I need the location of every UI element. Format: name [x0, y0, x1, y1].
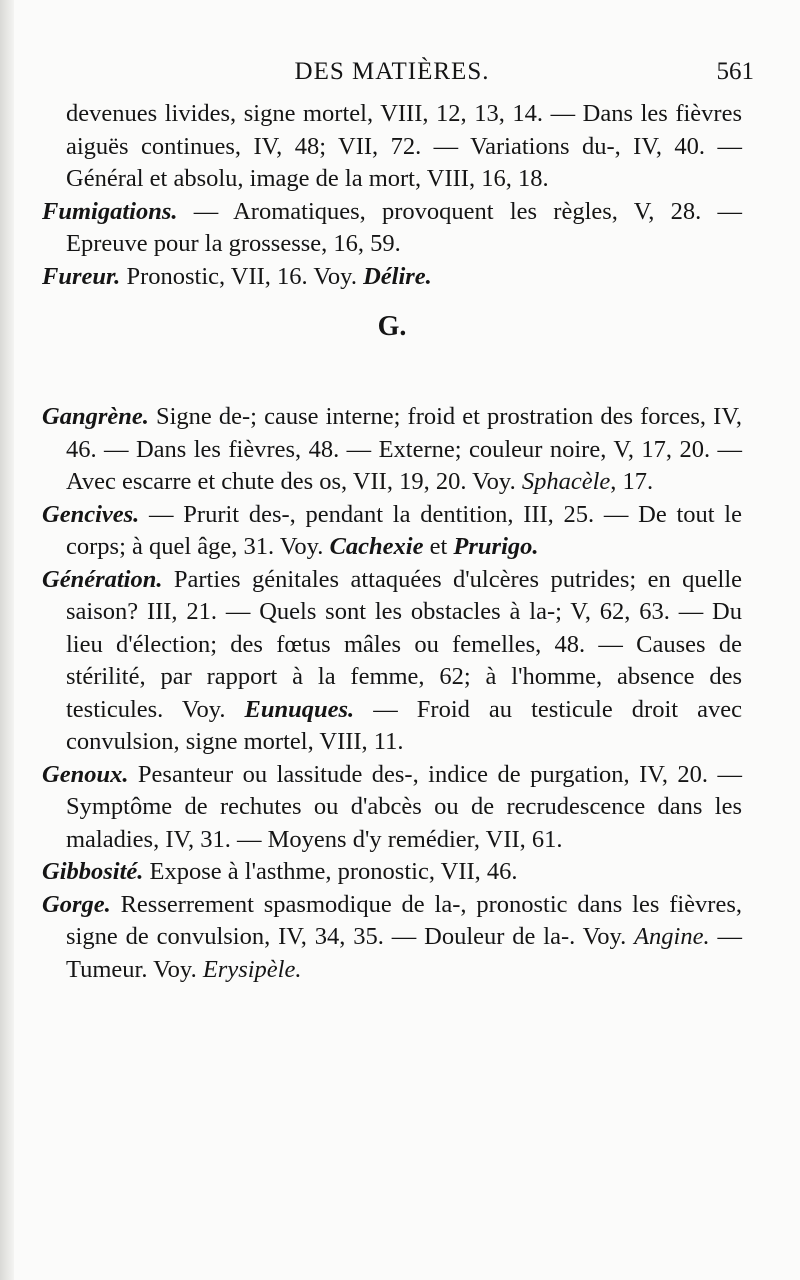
entry-text: Expose à l'asthme, pronostic, VII, 46.: [143, 858, 518, 885]
section-letter: G.: [377, 311, 407, 342]
continued-entry: [42, 98, 742, 196]
entry-text: — Prurit des-, pendant la dentition, III, 25. — De tout le corps; à quel âge, 31. Voy.: [66, 500, 742, 560]
entry-text: — Aromatiques, provoquent les règles, V, 28. — Epreuve pour la grossesse, 16, 59.: [66, 197, 742, 257]
entry-gorge: [42, 889, 742, 987]
entry-gangrene: [42, 401, 742, 499]
entry-gibbosite: [42, 856, 742, 889]
entry-head: Genoux.: [42, 760, 129, 788]
continued-entry-text: devenues livides, signe mortel, VIII, 12, 13, 14. — Dans les fièvres aiguës continues, IV, 48; VII, 72. — Variations du-, IV, 40. — Général et absolu, image de la mort, VIII, 16, 18.: [66, 100, 742, 192]
cross-reference: Cachexie: [329, 533, 424, 560]
entry-gencives: [42, 499, 742, 564]
entry-generation: [42, 564, 742, 759]
entry-head: Gorge.: [42, 890, 111, 918]
cross-reference: Angine.: [634, 923, 710, 950]
entry-head: Génération.: [42, 565, 163, 593]
entry-head: Gibbosité.: [42, 858, 144, 885]
cross-reference: Erysipèle.: [202, 955, 302, 983]
entry-text: Resserrement spasmodique de la-, pronostic dans les fièvres, signe de convulsion, IV, 34, 35. — Douleur de la-. Voy.: [66, 890, 742, 950]
entry-text: Signe de-; cause interne; froid et prostration des forces, IV, 46. — Dans les fièvres, 48. — Externe; couleur noire, V, 17, 20. — Avec escarre et chute des os, VII, 19, 20. Voy.: [66, 403, 742, 495]
entry-head: Gangrène.: [42, 403, 149, 430]
entry-connector: — Tumeur. Voy.: [66, 923, 742, 983]
entry-fumigations: [42, 196, 742, 261]
page-number: 561: [716, 58, 754, 85]
running-title: DES MATIÈRES.: [294, 58, 490, 85]
entry-genoux: [42, 759, 742, 857]
entry-head: Gencives.: [42, 500, 140, 528]
entry-head: Fureur.: [42, 262, 121, 290]
entry-tail: — Froid au testicule droit avec convulsion, signe mortel, VIII, 11.: [66, 695, 742, 755]
entry-connector: et: [423, 533, 454, 560]
entry-text: Pesanteur ou lassitude des-, indice de purgation, IV, 20. — Symptôme de rechutes ou d'abcès ou de recrudescence dans les maladies, IV, 31. — Moyens d'y remédier, VII, 61.: [66, 760, 742, 853]
cross-reference: Sphacèle: [521, 468, 611, 495]
page-edge: [0, 0, 14, 1280]
entry-head: Fumigations.: [42, 197, 178, 225]
running-head: [42, 58, 754, 98]
cross-reference: Prurigo.: [453, 533, 539, 560]
cross-reference: Eunuques.: [244, 695, 355, 723]
entry-text: Pronostic, VII, 16. Voy.: [120, 262, 364, 290]
index-page: [42, 58, 754, 986]
entry-fureur: [42, 261, 742, 294]
entry-text: Parties génitales attaquées d'ulcères putrides; en quelle saison? III, 21. — Quels sont les obstacles à la-; V, 62, 63. — Du lieu d'élection; des fœtus mâles ou femelles, 48. — Causes de stérilité, par rapport à la femme, 62; à l'homme, absence des testicules. Voy.: [66, 565, 742, 723]
cross-reference: Délire.: [363, 262, 432, 290]
entry-tail: , 17.: [610, 468, 654, 495]
